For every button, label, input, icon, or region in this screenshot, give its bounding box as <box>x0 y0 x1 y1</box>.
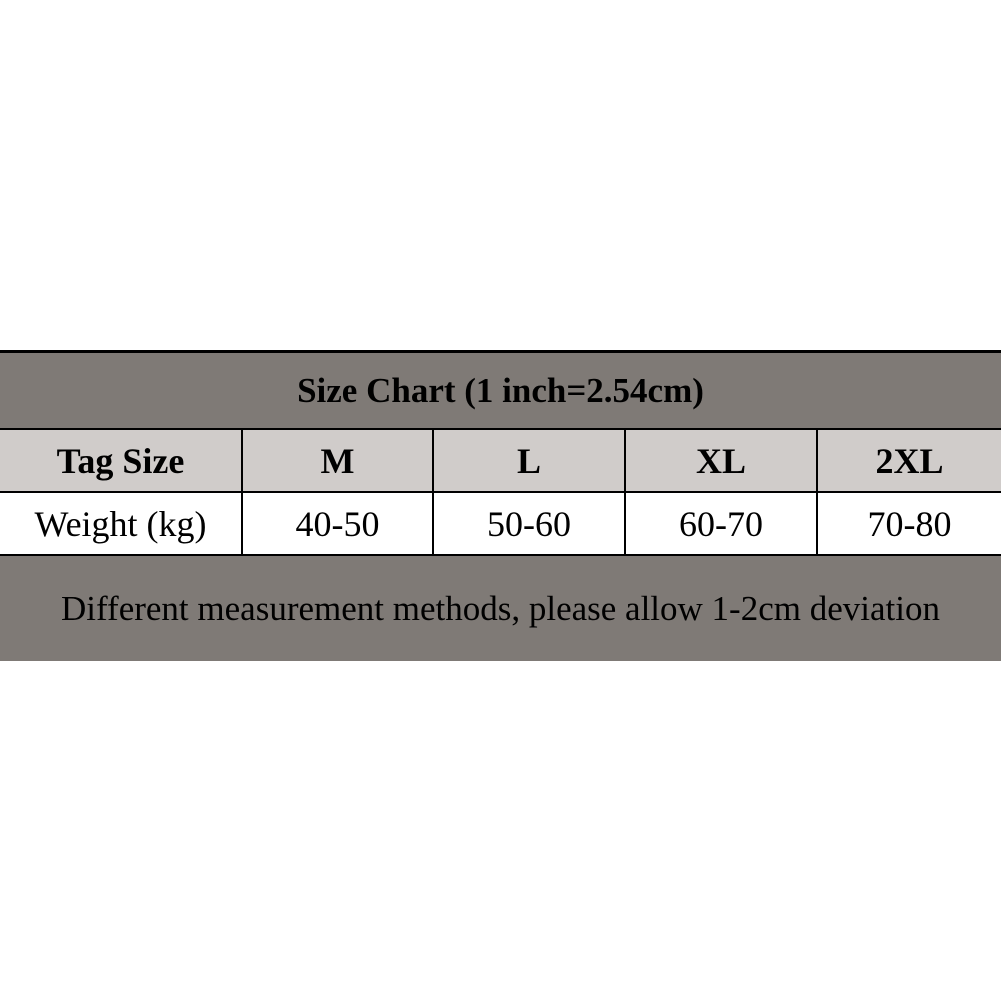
header-cell-l: L <box>434 430 626 491</box>
header-cell-tag-size: Tag Size <box>0 430 243 491</box>
table-row-weight <box>0 493 1001 556</box>
weight-cell-2xl: 70-80 <box>867 503 952 544</box>
header-cell-xl: XL <box>626 430 818 491</box>
table-header-row <box>0 430 1001 493</box>
size-chart-table <box>0 350 1001 661</box>
measurement-note: Different measurement methods, please allow 1-2cm deviation <box>0 556 1001 661</box>
weight-cell-m: 40-50 <box>243 493 434 554</box>
header-cell-2xl: 2XL <box>875 440 944 481</box>
row-label-weight: Weight (kg) <box>0 493 243 554</box>
header-cell-m: M <box>243 430 434 491</box>
weight-cell-l: 50-60 <box>434 493 626 554</box>
weight-cell-xl: 60-70 <box>626 493 818 554</box>
size-chart-title: Size Chart (1 inch=2.54cm) <box>0 350 1001 430</box>
